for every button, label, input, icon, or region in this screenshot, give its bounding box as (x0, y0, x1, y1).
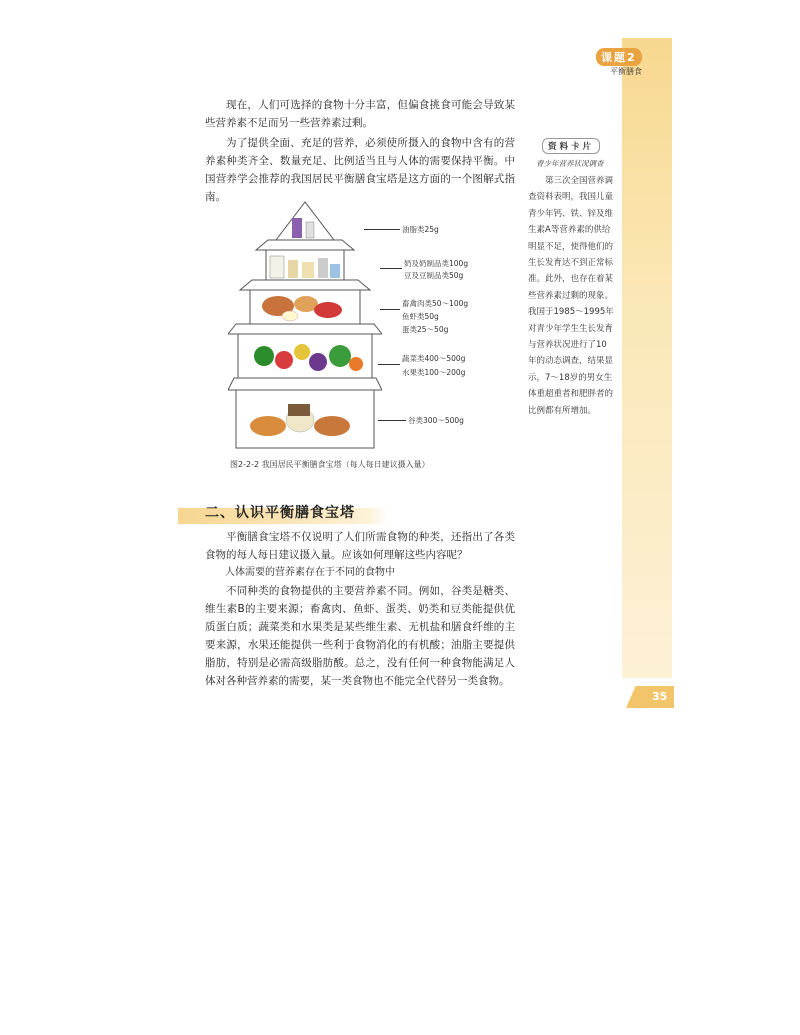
section-subhead: 人体需要的营养素存在于不同的食物中 (225, 567, 395, 578)
oil-bottle-icon (292, 218, 302, 238)
label-bean: 豆及豆制品类50g (404, 271, 464, 280)
label-milk: 奶及奶制品类100g (404, 259, 469, 268)
label-grain: 谷类300～500g (408, 416, 464, 425)
label-meat: 畜禽肉类50～100g (402, 299, 469, 308)
label-fish: 鱼虾类50g (402, 312, 439, 321)
label-fruit: 水果类100～200g (402, 368, 466, 377)
food-pyramid-illustration (228, 200, 382, 452)
page-number: 35 (652, 690, 668, 703)
chapter-badge: 课题2 (596, 48, 642, 66)
chapter-tab-strip (622, 38, 672, 678)
label-veg: 蔬菜类400～500g (402, 354, 466, 363)
intro-paragraph-1: 现在，人们可选择的食物十分丰富，但偏食挑食可能会导致某些营养素不足而另一些营养素过剩。 (205, 99, 515, 129)
sidebar-text: 第三次全国营养调查资料表明，我国儿童青少年钙、铁、锌及维生素A等营养素的供给明显不足，使得他们的生长发育达不到正常标准。此外，也存在着某些营养素过剩的现象。我国于1985～1995年对青少年学生生长发育与营养状况进行了10年的动态调查，结果显示，7～18岁的男女生体重超重者和肥胖者的比例都有所增加。 (528, 176, 614, 416)
section-paragraph-1: 平衡膳食宝塔不仅说明了人们所需食物的种类，还指出了各类食物的每人每日建议摄入量。应该如何理解这些内容呢？ (205, 531, 515, 561)
section-title: 二、认识平衡膳食宝塔 (205, 505, 355, 521)
sidebar-header: 资料卡片 (542, 138, 600, 154)
label-oil: 油脂类25g (402, 225, 439, 234)
chapter-title: 平衡膳食 (610, 67, 642, 76)
info-sidebar (528, 138, 614, 419)
figure-caption: 图2-2-2 我国居民平衡膳食宝塔（每人每日建议摄入量） (230, 460, 430, 469)
label-egg: 蛋类25～50g (402, 325, 449, 334)
sidebar-subtitle: 青少年营养状况调查 (536, 159, 604, 168)
intro-paragraph-2: 为了提供全面、充足的营养，必须使所摄入的食物中含有的营养素种类齐全、数量充足、比例适当且与人体的需要保持平衡。中国营养学会推荐的我国居民平衡膳食宝塔是这方面的一个图解式指南。 (205, 137, 515, 203)
section-paragraph-2: 不同种类的食物提供的主要营养素不同。例如，谷类是糖类、维生素B的主要来源；畜禽肉、鱼虾、蛋类、奶类和豆类能提供优质蛋白质；蔬菜类和水果类是某些维生素、无机盐和膳食纤维的主要来源，水果还能提供一些利于食物消化的有机酸；油脂主要提供脂肪，特别是必需高级脂肪酸。总之，没有任何一种食物能满足人体对各种营养素的需要，某一类食物也不能完全代替另一类食物。 (205, 585, 515, 687)
